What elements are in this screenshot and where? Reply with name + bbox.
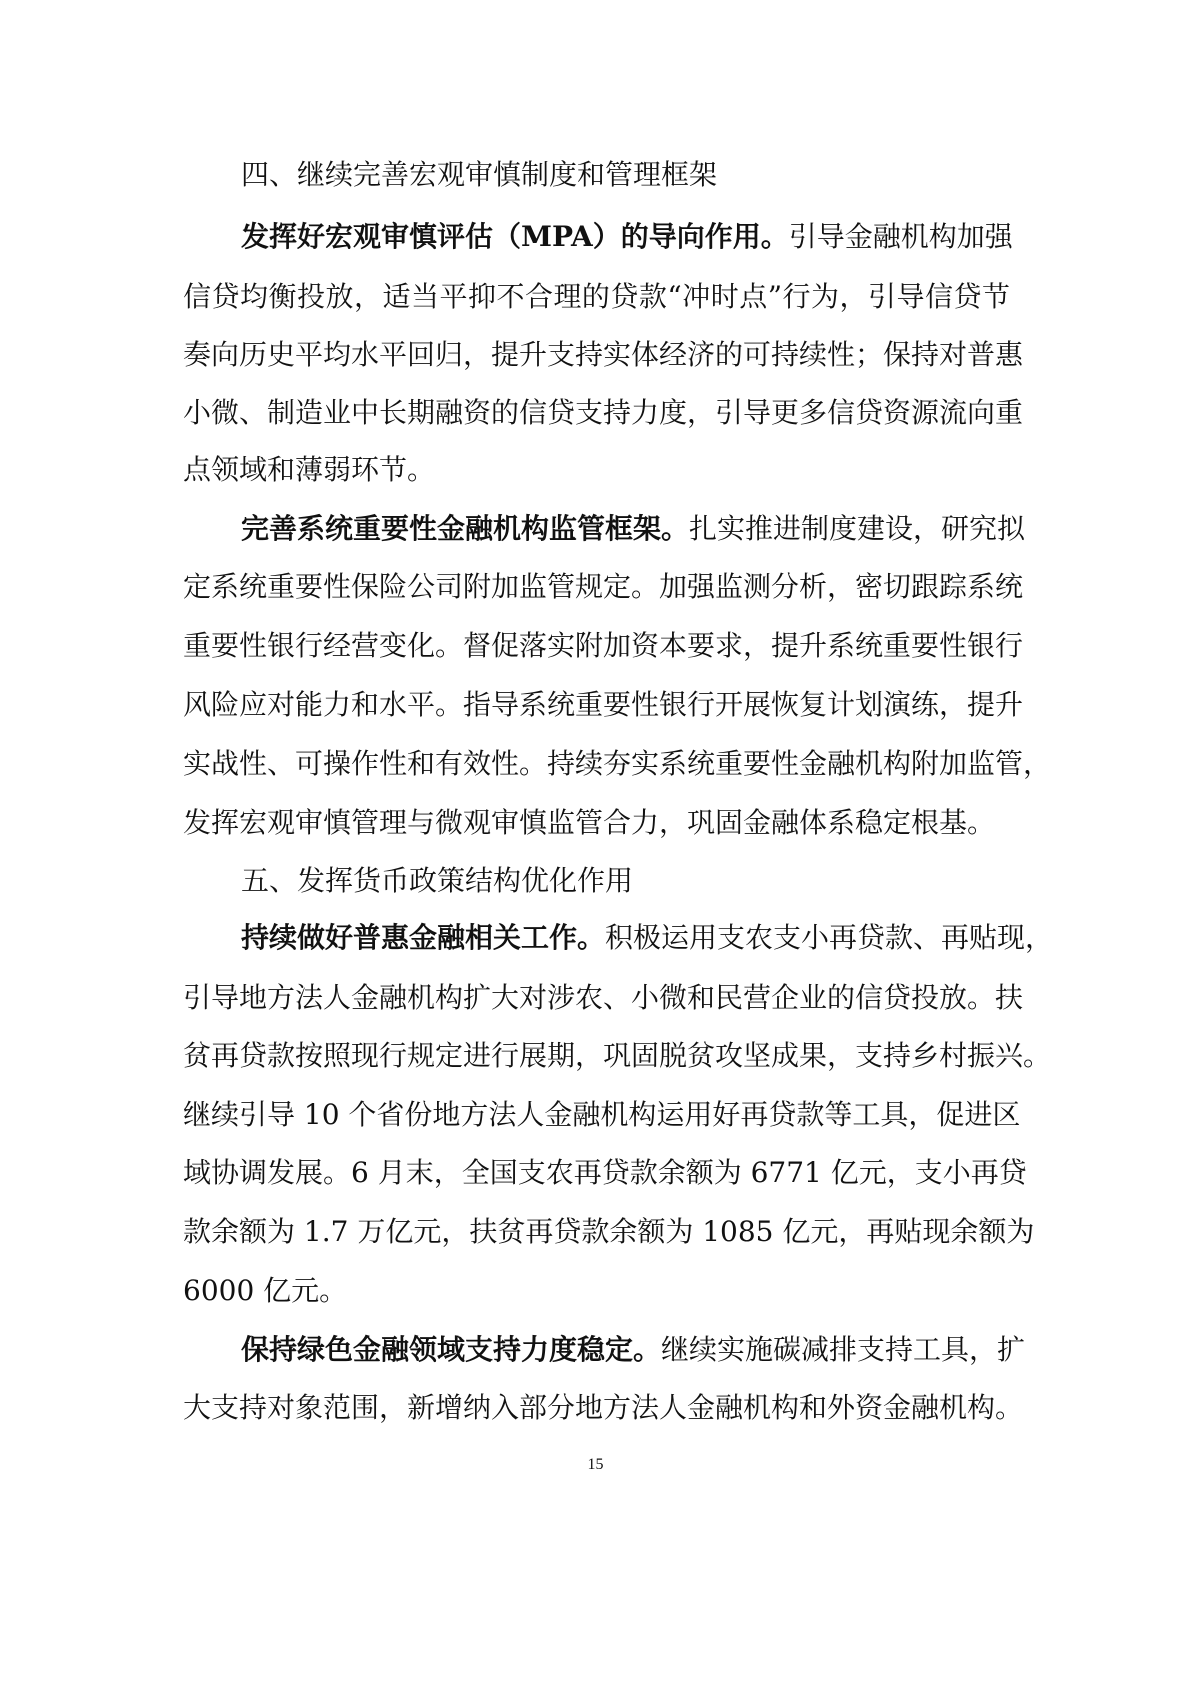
lead-phrase: 保持绿色金融领域支持力度稳定。 bbox=[241, 1333, 662, 1366]
paragraph-line bbox=[241, 918, 1054, 958]
paragraph-line bbox=[183, 803, 1010, 843]
text-run: 信贷均衡投放，适当平抑不合理的贷款“冲时点”行为，引导信贷节 bbox=[183, 280, 1010, 313]
text-run: 贫再贷款按照现行规定进行展期，巩固脱贫攻坚成果，支持乡村振兴。 bbox=[183, 1039, 1052, 1072]
paragraph-line bbox=[183, 277, 1010, 317]
text-run: 引导地方法人金融机构扩大对涉农、小微和民营企业的信贷投放。扶 bbox=[183, 981, 1024, 1014]
text-run: 6000 亿元。 bbox=[183, 1274, 348, 1307]
text-run: 定系统重要性保险公司附加监管规定。加强监测分析，密切跟踪系统 bbox=[183, 570, 1024, 603]
paragraph-line bbox=[183, 1036, 1052, 1076]
lead-phrase: 持续做好普惠金融相关工作。 bbox=[241, 921, 606, 954]
section-heading bbox=[241, 155, 1010, 195]
text-run: 扎实推进制度建设，研究拟 bbox=[689, 512, 1026, 545]
lead-phrase: 完善系统重要性金融机构监管框架。 bbox=[241, 512, 690, 545]
text-run: 积极运用支农支小再贷款、再贴现， bbox=[605, 921, 1054, 954]
text-run: 四、继续完善宏观审慎制度和管理框架 bbox=[241, 158, 718, 191]
text-run: 继续引导 10 个省份地方法人金融机构运用好再贷款等工具，促进区 bbox=[183, 1098, 1021, 1131]
section-heading bbox=[241, 861, 1010, 901]
paragraph-line bbox=[183, 626, 1024, 666]
paragraph-line bbox=[241, 509, 1026, 549]
paragraph-line bbox=[183, 1095, 1021, 1135]
text-run: 继续实施碳减排支持工具，扩 bbox=[661, 1333, 1026, 1366]
paragraph-line bbox=[241, 1330, 1026, 1370]
paragraph-line bbox=[241, 217, 1013, 257]
paragraph-line bbox=[183, 1212, 1035, 1252]
text-run: 五、发挥货币政策结构优化作用 bbox=[241, 864, 634, 897]
paragraph-line bbox=[183, 978, 1024, 1018]
text-run: 重要性银行经营变化。督促落实附加资本要求，提升系统重要性银行 bbox=[183, 629, 1024, 662]
paragraph-line bbox=[183, 1271, 1010, 1311]
text-run: 奏向历史平均水平回归，提升支持实体经济的可持续性；保持对普惠 bbox=[183, 338, 1024, 371]
paragraph-line bbox=[183, 450, 1010, 490]
text-run: 引导金融机构加强 bbox=[788, 220, 1013, 253]
paragraph-line bbox=[183, 567, 1024, 607]
text-run: 域协调发展。6 月末，全国支农再贷款余额为 6771 亿元，支小再贷 bbox=[183, 1156, 1027, 1189]
lead-phrase: 发挥好宏观审慎评估（MPA）的导向作用。 bbox=[241, 220, 789, 253]
text-run: 款余额为 1.7 万亿元，扶贫再贷款余额为 1085 亿元，再贴现余额为 bbox=[183, 1215, 1035, 1248]
text-run: 点领域和薄弱环节。 bbox=[183, 453, 436, 486]
text-run: 实战性、可操作性和有效性。持续夯实系统重要性金融机构附加监管， bbox=[183, 747, 1052, 780]
text-run: 小微、制造业中长期融资的信贷支持力度，引导更多信贷资源流向重 bbox=[183, 396, 1024, 429]
text-run: 发挥宏观审慎管理与微观审慎监管合力，巩固金融体系稳定根基。 bbox=[183, 806, 996, 839]
paragraph-line bbox=[183, 744, 1052, 784]
paragraph-line bbox=[183, 393, 1024, 433]
page-number: 15 bbox=[587, 1456, 604, 1473]
text-run: 大支持对象范围，新增纳入部分地方法人金融机构和外资金融机构。 bbox=[183, 1391, 1024, 1424]
paragraph-line bbox=[183, 1153, 1027, 1193]
paragraph-line bbox=[183, 685, 1024, 725]
paragraph-line bbox=[183, 1388, 1024, 1428]
paragraph-line bbox=[183, 335, 1024, 375]
text-run: 风险应对能力和水平。指导系统重要性银行开展恢复计划演练，提升 bbox=[183, 688, 1024, 721]
